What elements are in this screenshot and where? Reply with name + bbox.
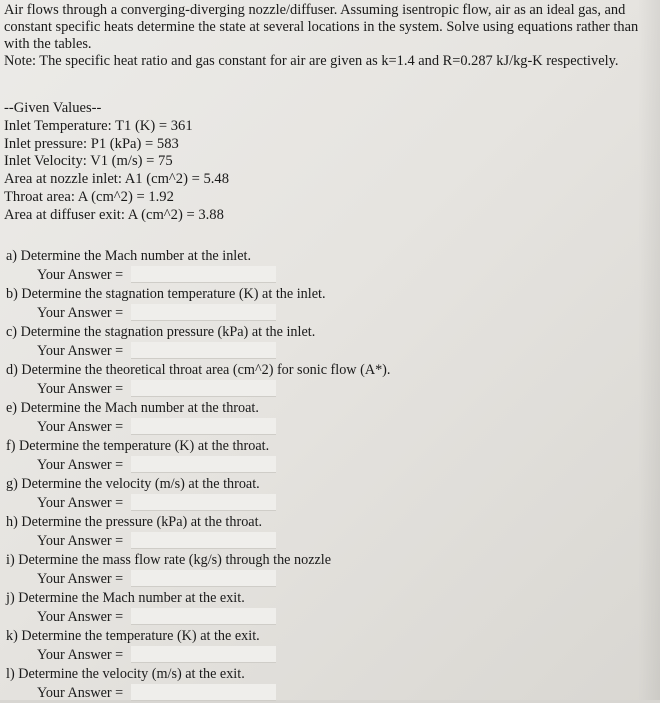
question-h bbox=[6, 513, 646, 551]
question-b bbox=[6, 285, 646, 323]
question-text: j) Determine the Mach number at the exit. bbox=[6, 590, 245, 606]
answer-row bbox=[37, 645, 646, 664]
question-d bbox=[6, 361, 646, 399]
given-inlet-pressure: Inlet pressure: P1 (kPa) = 583 bbox=[4, 135, 179, 152]
answer-label: Your Answer = bbox=[37, 608, 124, 625]
question-text: i) Determine the mass flow rate (kg/s) through the nozzle bbox=[6, 552, 332, 568]
answer-input[interactable] bbox=[131, 266, 276, 283]
answer-label: Your Answer = bbox=[37, 304, 124, 321]
question-c bbox=[6, 323, 646, 361]
answer-input[interactable] bbox=[131, 456, 276, 473]
answer-label: Your Answer = bbox=[37, 570, 124, 587]
answer-input[interactable] bbox=[131, 532, 276, 549]
answer-input[interactable] bbox=[131, 380, 276, 397]
answer-input[interactable] bbox=[131, 684, 276, 701]
answer-row bbox=[37, 455, 646, 474]
question-text: k) Determine the temperature (K) at the exit. bbox=[6, 628, 260, 644]
answer-label: Your Answer = bbox=[37, 494, 124, 511]
question-text: g) Determine the velocity (m/s) at the throat. bbox=[6, 476, 260, 492]
answer-label: Your Answer = bbox=[37, 456, 124, 473]
answer-row bbox=[37, 569, 646, 588]
question-text: f) Determine the temperature (K) at the throat. bbox=[6, 438, 270, 454]
given-exit-area: Area at diffuser exit: A (cm^2) = 3.88 bbox=[4, 206, 224, 223]
question-g bbox=[6, 475, 646, 513]
answer-input[interactable] bbox=[131, 570, 276, 587]
answer-row bbox=[37, 265, 646, 284]
problem-note: Note: The specific heat ratio and gas constant for air are given as k=1.4 and R=0.287 kJ/kg-K respectively. bbox=[4, 53, 619, 69]
given-inlet-velocity: Inlet Velocity: V1 (m/s) = 75 bbox=[4, 153, 173, 170]
answer-row bbox=[37, 417, 646, 436]
question-text: l) Determine the velocity (m/s) at the exit. bbox=[6, 666, 245, 682]
question-f bbox=[6, 437, 646, 475]
question-i bbox=[6, 551, 646, 589]
answer-row bbox=[37, 303, 646, 322]
answer-row bbox=[37, 379, 646, 398]
question-text: c) Determine the stagnation pressure (kPa) at the inlet. bbox=[6, 324, 316, 340]
problem-statement bbox=[4, 2, 654, 70]
question-text: h) Determine the pressure (kPa) at the throat. bbox=[6, 514, 263, 530]
question-j bbox=[6, 589, 646, 627]
question-l bbox=[6, 665, 646, 703]
answer-row bbox=[37, 341, 646, 360]
question-list bbox=[6, 247, 646, 703]
given-values-header: --Given Values-- bbox=[4, 100, 102, 116]
answer-label: Your Answer = bbox=[37, 342, 124, 359]
question-text: e) Determine the Mach number at the throat. bbox=[6, 400, 259, 416]
problem-description: Air flows through a converging-diverging nozzle/diffuser. Assuming isentropic flow, air as an ideal gas, and constant specific heats determine the state at several locations in the system. Solve using equations rather than with the tables. bbox=[4, 2, 639, 52]
answer-label: Your Answer = bbox=[37, 684, 124, 701]
answer-label: Your Answer = bbox=[37, 646, 124, 663]
answer-label: Your Answer = bbox=[37, 266, 124, 283]
answer-input[interactable] bbox=[131, 342, 276, 359]
answer-input[interactable] bbox=[131, 418, 276, 435]
answer-row bbox=[37, 683, 646, 702]
question-e bbox=[6, 399, 646, 437]
given-values bbox=[4, 100, 229, 225]
given-inlet-area: Area at nozzle inlet: A1 (cm^2) = 5.48 bbox=[4, 171, 229, 188]
given-throat-area: Throat area: A (cm^2) = 1.92 bbox=[4, 188, 174, 205]
answer-label: Your Answer = bbox=[37, 532, 124, 549]
given-inlet-temperature: Inlet Temperature: T1 (K) = 361 bbox=[4, 117, 193, 134]
question-text: d) Determine the theoretical throat area (cm^2) for sonic flow (A*). bbox=[6, 362, 391, 378]
answer-input[interactable] bbox=[131, 608, 276, 625]
page-edge-shadow bbox=[638, 0, 660, 700]
answer-label: Your Answer = bbox=[37, 418, 124, 435]
question-a bbox=[6, 247, 646, 285]
answer-row bbox=[37, 493, 646, 512]
answer-label: Your Answer = bbox=[37, 380, 124, 397]
answer-input[interactable] bbox=[131, 646, 276, 663]
question-text: b) Determine the stagnation temperature (K) at the inlet. bbox=[6, 286, 326, 302]
answer-input[interactable] bbox=[131, 494, 276, 511]
answer-row bbox=[37, 531, 646, 550]
question-text: a) Determine the Mach number at the inlet. bbox=[6, 248, 252, 264]
question-k bbox=[6, 627, 646, 665]
answer-row bbox=[37, 607, 646, 626]
answer-input[interactable] bbox=[131, 304, 276, 321]
